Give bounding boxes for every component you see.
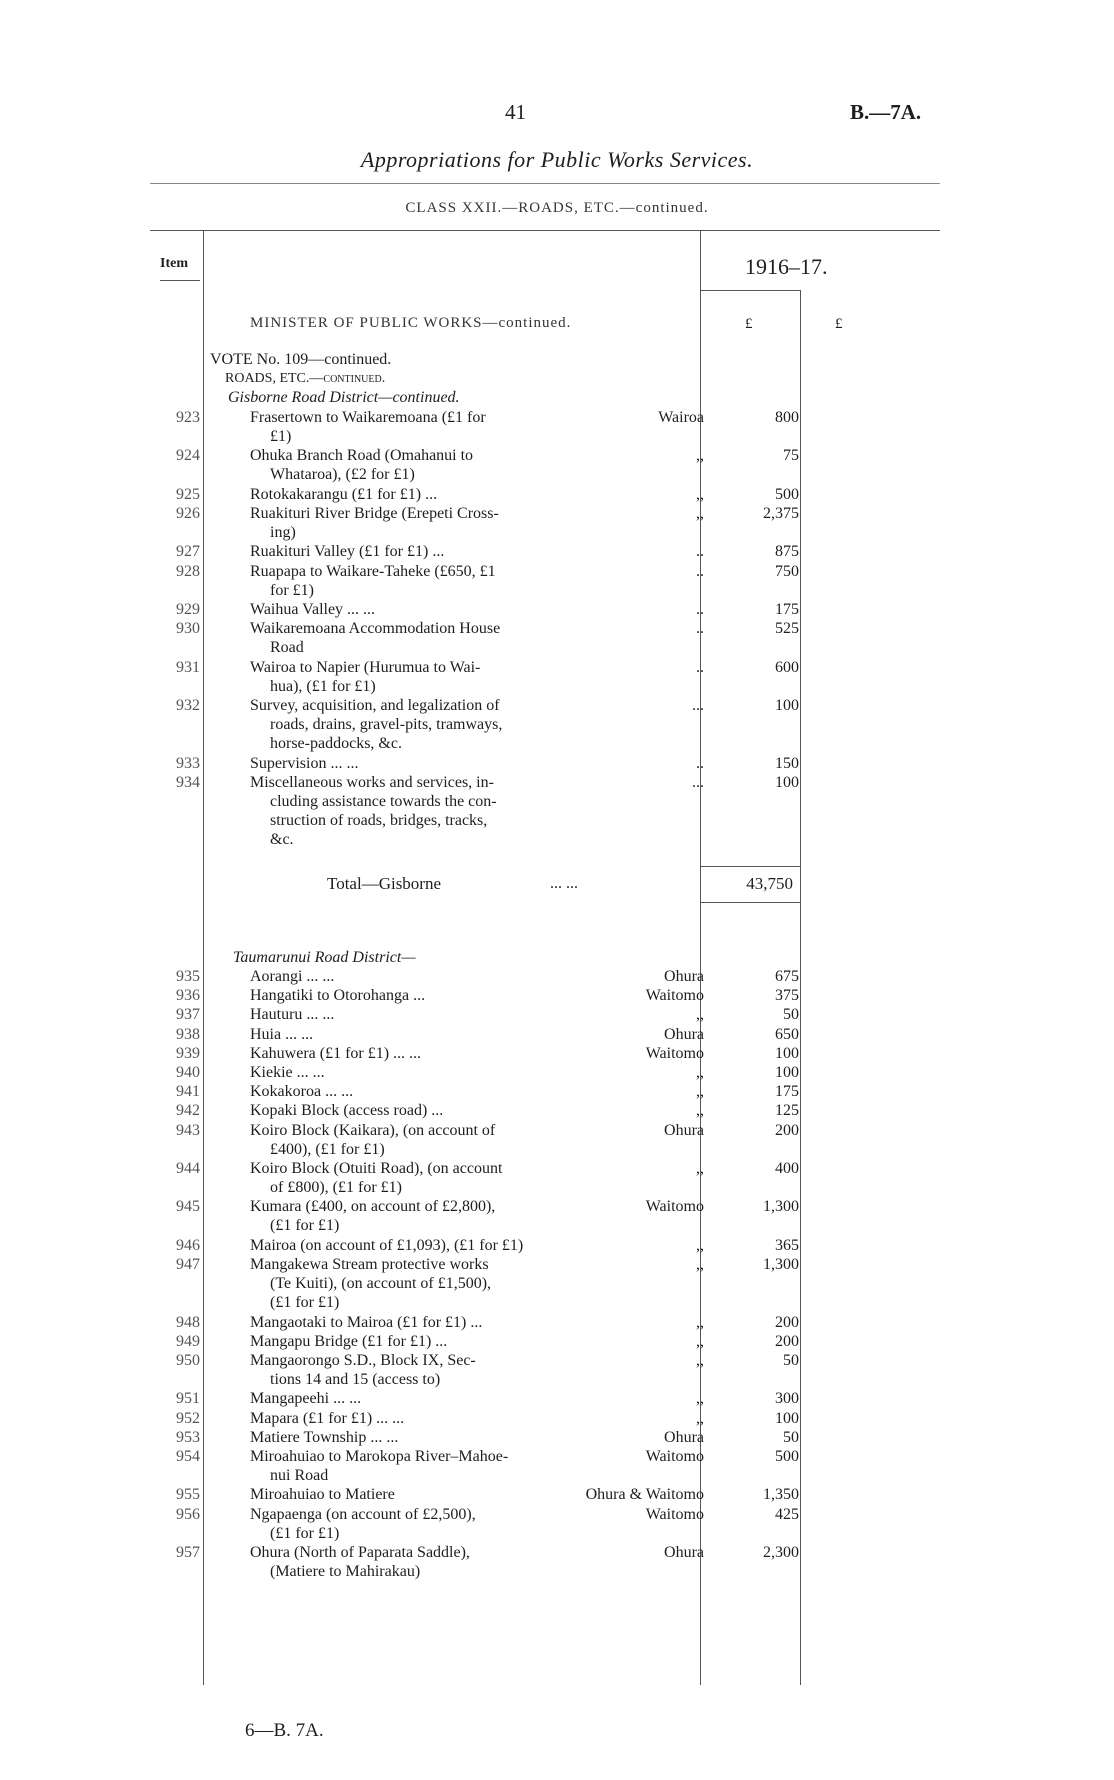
class-heading: CLASS XXII.—ROADS, ETC.—continued. xyxy=(405,200,709,216)
district-heading-gisborne: Gisborne Road District—continued. xyxy=(228,389,460,406)
item-number: 926 xyxy=(176,505,200,522)
electoral-district: ,, xyxy=(696,1064,704,1081)
electoral-district: ,, xyxy=(696,1006,704,1024)
amount: 300 xyxy=(775,1390,799,1408)
amount: 175 xyxy=(775,601,799,618)
electoral-district: ,, xyxy=(696,1332,704,1350)
item-description xyxy=(250,1351,580,1389)
description-line: Ruakituri Valley (£1 for £1) ... xyxy=(250,543,445,561)
amount: 2,300 xyxy=(763,1544,799,1561)
description-line: Kiekie ... ... xyxy=(250,1064,325,1081)
electoral-district: ,, xyxy=(696,1390,704,1408)
amount: 650 xyxy=(775,1025,799,1043)
electoral-district: ,, xyxy=(696,1083,704,1101)
item-description xyxy=(250,485,580,504)
description-line: nui Road xyxy=(270,1467,329,1484)
electoral-district: .. xyxy=(696,601,704,618)
vote-heading-text: VOTE No. 109—continued. xyxy=(210,351,392,368)
vote-heading xyxy=(210,350,391,369)
item-number: 950 xyxy=(176,1352,200,1369)
electoral-district: ,, xyxy=(696,505,704,522)
item-description xyxy=(250,1389,580,1408)
minister-heading: MINISTER OF PUBLIC WORKS—continued. xyxy=(250,315,572,331)
item-number: 949 xyxy=(176,1332,200,1350)
electoral-district: Ohura & Waitomo xyxy=(585,1486,704,1504)
amount: 75 xyxy=(783,447,799,465)
electoral-district: .. xyxy=(696,562,704,580)
description-line: £400), (£1 for £1) xyxy=(270,1140,385,1158)
item-number: 928 xyxy=(176,562,200,580)
item-number: 923 xyxy=(176,409,200,426)
amount: 425 xyxy=(775,1505,799,1523)
amount: 200 xyxy=(775,1313,799,1331)
description-line: Mairoa (on account of £1,093), (£1 for £1) xyxy=(250,1236,524,1254)
item-description xyxy=(250,1255,580,1312)
item-description xyxy=(250,1485,580,1504)
electoral-district: ,, xyxy=(696,1160,704,1177)
description-line: Koiro Block (Kaikara), (on account of xyxy=(250,1121,496,1139)
electoral-district: ,, xyxy=(696,1352,704,1369)
electoral-district: .. xyxy=(696,754,704,772)
year-column-header: 1916–17. xyxy=(745,254,828,279)
description-line: Kahuwera (£1 for £1) ... ... xyxy=(250,1044,422,1062)
item-number: 939 xyxy=(176,1044,200,1062)
item-column-header: Item xyxy=(160,256,188,271)
item-number: 933 xyxy=(176,754,200,772)
item-description xyxy=(250,1543,580,1581)
item-description xyxy=(250,1313,580,1332)
description-line: Miscellaneous works and services, in- xyxy=(250,773,494,791)
electoral-district: Waitomo xyxy=(645,1505,704,1523)
item-number: 947 xyxy=(176,1256,200,1273)
pound-header-2: £ xyxy=(835,316,843,332)
description-line: Mangakewa Stream protective works xyxy=(250,1256,489,1273)
description-line: Hauturu ... ... xyxy=(250,1006,335,1024)
amount: 1,300 xyxy=(763,1198,799,1216)
amount: 100 xyxy=(775,1409,799,1427)
table-top-rule xyxy=(150,230,940,231)
item-number: 929 xyxy=(176,601,200,618)
description-line: Koiro Block (Otuiti Road), (on account xyxy=(250,1160,503,1177)
electoral-district: .. xyxy=(696,543,704,561)
description-line: Kumara (£400, on account of £2,800), xyxy=(250,1198,496,1216)
item-number: 941 xyxy=(176,1083,200,1101)
page-number: 41 xyxy=(505,100,526,124)
roads-heading: ROADS, ETC.—continued. xyxy=(225,371,386,386)
description-line: Waihua Valley ... ... xyxy=(250,601,376,618)
total-column-rule xyxy=(800,290,801,1685)
electoral-district: ... xyxy=(692,697,704,714)
description-line: Miroahuiao to Matiere xyxy=(250,1486,395,1504)
item-number: 943 xyxy=(176,1121,200,1139)
electoral-district: ,, xyxy=(696,447,704,465)
item-description xyxy=(250,1409,580,1428)
electoral-district: Ohura xyxy=(664,1121,704,1139)
item-description xyxy=(250,446,580,484)
description-line: hua), (£1 for £1) xyxy=(270,677,376,695)
item-description xyxy=(250,1332,580,1351)
amount: 100 xyxy=(775,1064,799,1081)
description-line: tions 14 and 15 (access to) xyxy=(270,1371,441,1388)
description-line: Mangapeehi ... ... xyxy=(250,1390,362,1408)
description-line: Road xyxy=(270,639,304,657)
item-description xyxy=(250,986,580,1005)
item-description xyxy=(250,1082,580,1101)
item-description xyxy=(250,1025,580,1044)
electoral-district: ,, xyxy=(696,485,704,503)
amount: 50 xyxy=(783,1006,799,1024)
description-line: Huia ... ... xyxy=(250,1025,314,1043)
description-line: £1) xyxy=(270,428,292,445)
description-line: Survey, acquisition, and legalization of xyxy=(250,697,500,714)
item-number: 946 xyxy=(176,1236,200,1254)
item-description xyxy=(250,967,580,986)
amount: 500 xyxy=(775,485,799,503)
item-number: 934 xyxy=(176,773,200,791)
item-description xyxy=(250,1005,580,1024)
description-line: (£1 for £1) xyxy=(270,1524,340,1542)
amount: 875 xyxy=(775,543,799,561)
item-number: 944 xyxy=(176,1160,200,1177)
item-number: 936 xyxy=(176,987,200,1005)
description-line: horse-paddocks, &c. xyxy=(270,735,402,752)
description-line: Hangatiki to Otorohanga ... xyxy=(250,987,426,1005)
electoral-district: Waitomo xyxy=(645,1448,704,1465)
page-title: Appropriations for Public Works Services. xyxy=(360,147,754,172)
item-number: 951 xyxy=(176,1390,200,1408)
description-line: Mangaotaki to Mairoa (£1 for £1) ... xyxy=(250,1313,483,1331)
description-line: &c. xyxy=(270,830,294,848)
amount: 100 xyxy=(775,1044,799,1062)
amount: 375 xyxy=(775,987,799,1005)
district-heading-taumarunui: Taumarunui Road District— xyxy=(233,949,416,966)
item-number: 955 xyxy=(176,1486,200,1504)
description-line: Ohura (North of Paparata Saddle), xyxy=(250,1544,470,1561)
description-line: (£1 for £1) xyxy=(270,1294,340,1311)
amount: 100 xyxy=(775,773,799,791)
item-number: 942 xyxy=(176,1102,200,1120)
description-line: Whataroa), (£2 for £1) xyxy=(270,466,415,484)
title-divider xyxy=(150,183,940,184)
item-description xyxy=(250,1044,580,1063)
description-line: struction of roads, bridges, tracks, xyxy=(270,811,488,829)
item-number: 930 xyxy=(176,620,200,638)
amount: 50 xyxy=(783,1428,799,1446)
item-description xyxy=(250,696,580,753)
amount: 365 xyxy=(775,1236,799,1254)
amount: 2,375 xyxy=(763,505,799,522)
electoral-district: ,, xyxy=(696,1313,704,1331)
item-description xyxy=(250,658,580,696)
electoral-district: Wairoa xyxy=(658,409,704,426)
item-number: 940 xyxy=(176,1064,200,1081)
item-number: 927 xyxy=(176,543,200,561)
description-line: ing) xyxy=(270,524,296,541)
amount: 750 xyxy=(775,562,799,580)
amount: 200 xyxy=(775,1332,799,1350)
description-line: Kokakoroa ... ... xyxy=(250,1083,354,1101)
item-description xyxy=(250,1197,580,1235)
item-description xyxy=(250,1447,580,1485)
description-line: Miroahuiao to Marokopa River–Mahoe- xyxy=(250,1448,509,1465)
description-line: Ruakituri River Bridge (Erepeti Cross- xyxy=(250,505,499,522)
electoral-district: Waitomo xyxy=(645,987,704,1005)
item-number: 938 xyxy=(176,1025,200,1043)
year-header-underline xyxy=(700,290,800,291)
item-description xyxy=(250,1428,580,1447)
amount: 1,350 xyxy=(763,1486,799,1504)
document-reference: B.—7A. xyxy=(850,100,922,124)
electoral-district: ,, xyxy=(696,1236,704,1254)
description-line: (£1 for £1) xyxy=(270,1217,340,1235)
item-number: 925 xyxy=(176,485,200,503)
item-description xyxy=(250,1121,580,1159)
total-top-rule xyxy=(700,866,800,867)
description-line: Kopaki Block (access road) ... xyxy=(250,1102,444,1120)
amount: 150 xyxy=(775,754,799,772)
amount: 1,300 xyxy=(763,1256,799,1273)
electoral-district: Waitomo xyxy=(645,1044,704,1062)
item-number: 948 xyxy=(176,1313,200,1331)
amount: 175 xyxy=(775,1083,799,1101)
total-bottom-rule xyxy=(700,902,800,903)
item-description xyxy=(250,773,580,849)
signature-footer: 6—B. 7A. xyxy=(245,1720,324,1741)
amount: 50 xyxy=(783,1352,799,1369)
description-line: (Te Kuiti), (on account of £1,500), xyxy=(270,1275,492,1292)
amount: 100 xyxy=(775,697,799,714)
item-description xyxy=(250,1159,580,1197)
item-description xyxy=(250,1505,580,1543)
item-description xyxy=(250,408,580,446)
description-line: cluding assistance towards the con- xyxy=(270,792,497,810)
electoral-district: ,, xyxy=(696,1409,704,1427)
electoral-district: ... xyxy=(692,773,704,791)
amount: 200 xyxy=(775,1121,799,1139)
electoral-district: .. xyxy=(696,620,704,638)
item-number: 953 xyxy=(176,1428,200,1446)
item-number: 954 xyxy=(176,1448,200,1465)
total-leader-dots: ... ... xyxy=(550,875,578,892)
description-line: Supervision ... ... xyxy=(250,754,359,772)
item-number: 957 xyxy=(176,1544,200,1561)
item-number: 956 xyxy=(176,1505,200,1523)
description-line: Mapara (£1 for £1) ... ... xyxy=(250,1409,405,1427)
item-description xyxy=(250,600,580,619)
description-line: Ohuka Branch Road (Omahanui to xyxy=(250,447,474,465)
item-description xyxy=(250,542,580,561)
item-number: 952 xyxy=(176,1409,200,1427)
item-description xyxy=(250,504,580,542)
amount: 525 xyxy=(775,620,799,638)
item-header-underline xyxy=(160,280,200,281)
electoral-district: Ohura xyxy=(664,1025,704,1043)
description-line: Ngapaenga (on account of £2,500), xyxy=(250,1505,476,1523)
item-description xyxy=(250,754,580,773)
description-line: Mangaorongo S.D., Block IX, Sec- xyxy=(250,1352,476,1369)
electoral-district: .. xyxy=(696,658,704,676)
item-number: 935 xyxy=(176,968,200,985)
item-number: 924 xyxy=(176,447,200,465)
description-line: (Matiere to Mahirakau) xyxy=(270,1563,421,1580)
item-description xyxy=(250,1236,580,1255)
amount: 600 xyxy=(775,658,799,676)
amount: 675 xyxy=(775,968,799,985)
electoral-district: ,, xyxy=(696,1256,704,1273)
item-number: 937 xyxy=(176,1006,200,1024)
item-column-rule xyxy=(203,230,204,1685)
description-line: Wairoa to Napier (Hurumua to Wai- xyxy=(250,658,481,676)
electoral-district: ,, xyxy=(696,1102,704,1120)
item-number: 945 xyxy=(176,1198,200,1216)
item-description xyxy=(250,1063,580,1082)
item-number: 932 xyxy=(176,697,200,714)
description-line: Waikaremoana Accommodation House xyxy=(250,620,501,638)
description-line: Frasertown to Waikaremoana (£1 for xyxy=(250,409,486,426)
description-line: Aorangi ... ... xyxy=(250,968,335,985)
total-label: Total—Gisborne xyxy=(327,874,442,893)
item-number: 931 xyxy=(176,658,200,676)
electoral-district: Ohura xyxy=(664,1544,704,1561)
electoral-district: Waitomo xyxy=(645,1198,704,1216)
item-description xyxy=(250,1101,580,1120)
amount: 125 xyxy=(775,1102,799,1120)
description-line: roads, drains, gravel-pits, tramways, xyxy=(270,716,503,733)
pound-header-1: £ xyxy=(745,316,753,332)
description-line: for £1) xyxy=(270,581,314,599)
description-line: Mangapu Bridge (£1 for £1) ... xyxy=(250,1332,448,1350)
description-line: Matiere Township ... ... xyxy=(250,1428,399,1446)
description-line: Ruapapa to Waikare-Taheke (£650, £1 xyxy=(250,562,496,580)
amount: 800 xyxy=(775,409,799,426)
amount: 500 xyxy=(775,1448,799,1465)
item-description xyxy=(250,562,580,600)
description-line: of £800), (£1 for £1) xyxy=(270,1179,402,1196)
item-description xyxy=(250,619,580,657)
electoral-district: Ohura xyxy=(664,1428,704,1446)
description-line: Rotokakarangu (£1 for £1) ... xyxy=(250,485,438,503)
total-amount: 43,750 xyxy=(746,874,793,893)
electoral-district: Ohura xyxy=(664,968,704,985)
amount: 400 xyxy=(775,1160,799,1177)
